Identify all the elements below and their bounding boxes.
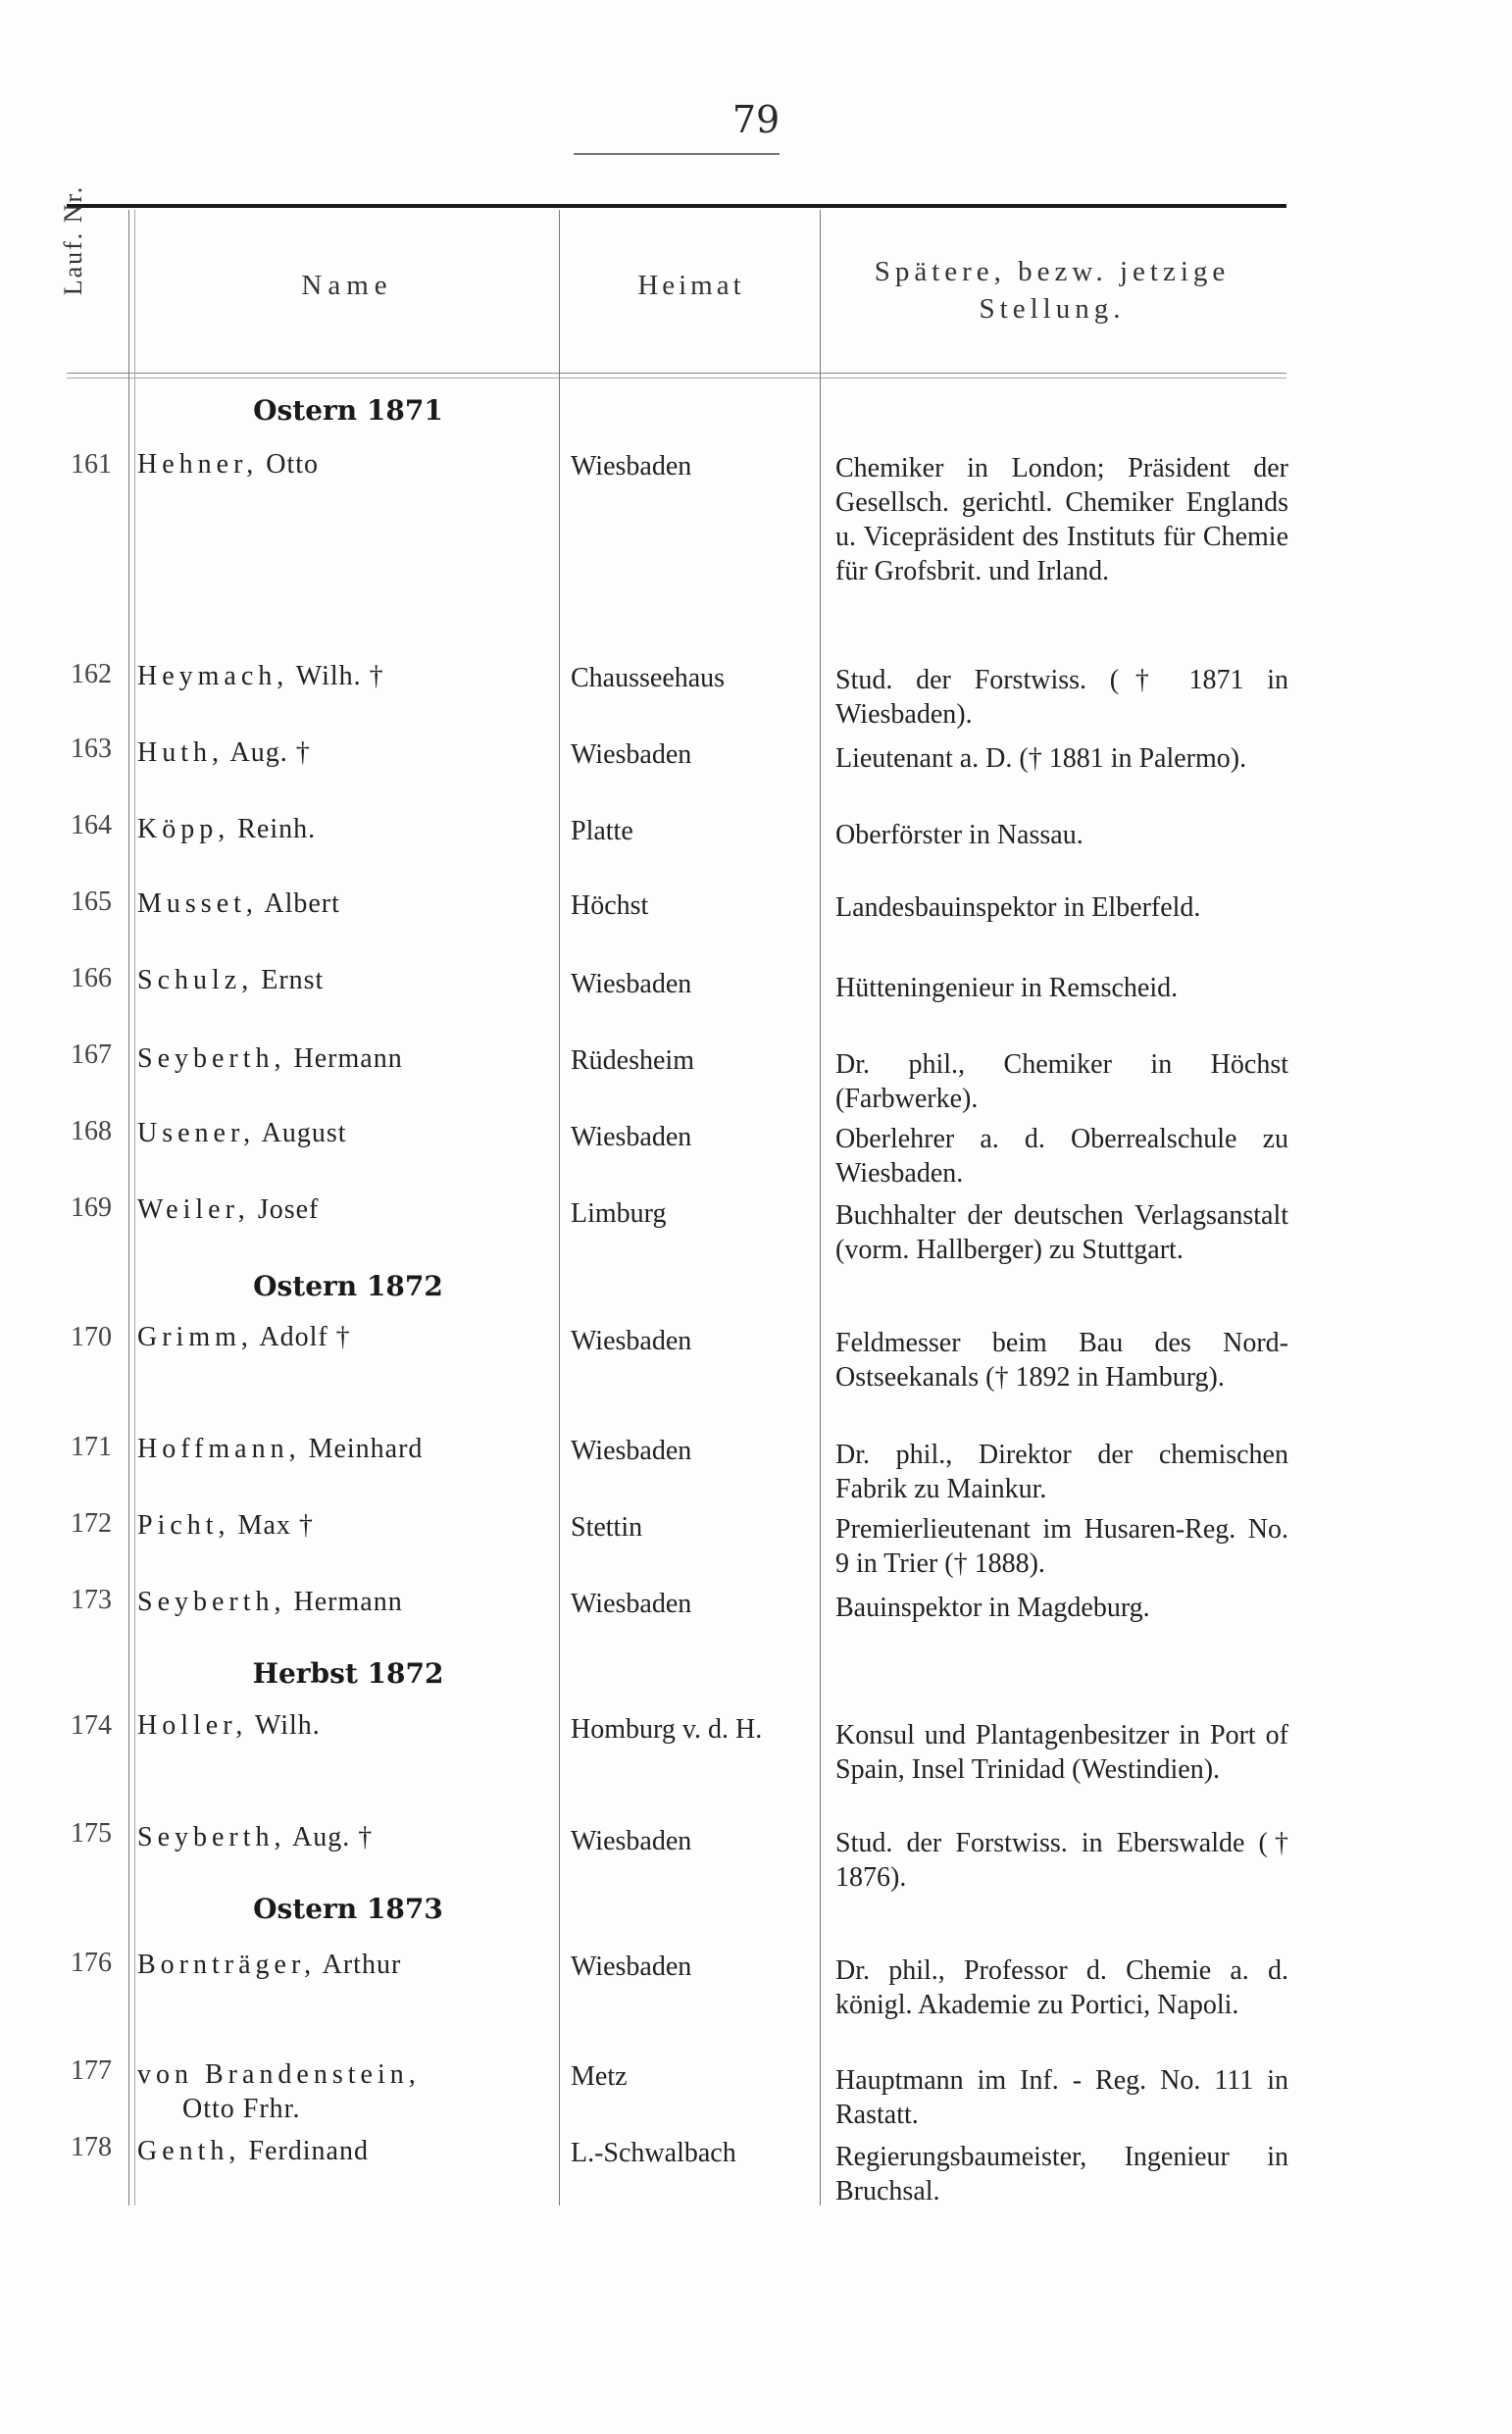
stellung: Stud. der Forstwiss. in Eberswalde († 1876). — [835, 1828, 1288, 1893]
column-divider — [128, 210, 129, 2206]
stellung: Stud. der Forstwiss. († 1871 in Wiesbaden). — [835, 665, 1288, 730]
given-name: Ernst — [261, 965, 325, 995]
column-divider — [134, 210, 135, 2206]
person-name — [137, 1820, 373, 1854]
header-lauf-nr: Lauf. Nr. — [59, 184, 87, 296]
row-number: 164 — [71, 810, 112, 840]
row-number: 173 — [71, 1585, 112, 1615]
heimat: Wiesbaden — [571, 969, 692, 999]
person-name — [137, 2134, 369, 2168]
given-name: Reinh. — [237, 814, 317, 844]
person-name — [137, 1508, 314, 1543]
given-name: Ferdinand — [248, 2136, 369, 2166]
heimat: Limburg — [571, 1198, 667, 1229]
person-name — [137, 963, 324, 997]
section-heading: Herbst 1872 — [252, 1657, 444, 1690]
stellung: Dr. phil., Direktor der chemischen Fabrik zu Mainkur. — [835, 1440, 1288, 1504]
surname: Usener, — [137, 1118, 256, 1148]
heimat: Wiesbaden — [571, 739, 692, 770]
person-name — [137, 659, 384, 693]
section-heading: Ostern 1871 — [253, 394, 443, 427]
surname: von Brandenstein, — [137, 2059, 421, 2090]
stellung: Hütteningenieur in Remscheid. — [835, 973, 1179, 1003]
heimat: Chausseehaus — [571, 663, 726, 693]
person-name — [137, 1320, 351, 1354]
given-name: Otto Frhr. — [182, 2094, 301, 2124]
surname: Picht, — [137, 1510, 230, 1541]
section-heading: Ostern 1872 — [253, 1270, 443, 1302]
stellung: Bauinspektor in Magdeburg. — [835, 1593, 1150, 1623]
row-number: 168 — [71, 1116, 112, 1146]
heimat: Metz — [571, 2061, 628, 2092]
given-name: August — [261, 1118, 347, 1148]
row-number: 172 — [71, 1508, 112, 1539]
surname: Genth, — [137, 2136, 241, 2166]
row-number: 166 — [71, 963, 112, 993]
surname: Seyberth, — [137, 1822, 286, 1852]
stellung: Dr. phil., Professor d. Chemie a. d. königl. Akademie zu Portici, Napoli. — [835, 1955, 1288, 2020]
person-name — [137, 1192, 319, 1227]
stellung: Hauptmann im Inf. - Reg. No. 111 in Rastatt. — [835, 2065, 1288, 2130]
person-name — [137, 1041, 403, 1076]
row-number: 170 — [71, 1322, 112, 1352]
stellung: Feldmesser beim Bau des Nord-Ostseekanals († 1892 in Hamburg). — [835, 1328, 1288, 1393]
given-name: Wilh. — [254, 1710, 321, 1741]
column-divider — [820, 210, 821, 2206]
surname: Bornträger, — [137, 1950, 317, 1980]
table-top-rule — [67, 204, 1286, 208]
heimat: Platte — [571, 816, 633, 846]
column-divider — [559, 210, 560, 2206]
stellung: Oberförster in Nassau. — [835, 820, 1084, 850]
heimat: Wiesbaden — [571, 1826, 692, 1856]
person-name — [137, 1432, 423, 1466]
given-name: Josef — [257, 1194, 320, 1225]
header-bottom-rule — [67, 373, 1286, 374]
heimat: Stettin — [571, 1512, 643, 1543]
row-number: 165 — [71, 887, 112, 917]
stellung: Dr. phil., Chemiker in Höchst (Farbwerke). — [835, 1049, 1288, 1114]
stellung: Regierungsbaumeister, Ingenieur in Bruchsal. — [835, 2142, 1288, 2206]
given-name: Adolf † — [259, 1322, 351, 1352]
heimat: Rüdesheim — [571, 1045, 694, 1076]
row-number: 169 — [71, 1192, 112, 1223]
heimat: Homburg v. d. H. — [571, 1714, 763, 1745]
row-number: 178 — [71, 2132, 112, 2162]
page-number: 79 — [731, 98, 781, 141]
row-number: 162 — [71, 659, 112, 689]
header-bottom-rule-double — [67, 378, 1286, 379]
surname: Seyberth, — [137, 1587, 286, 1617]
heimat: Wiesbaden — [571, 1436, 692, 1466]
surname: Grimm, — [137, 1322, 253, 1352]
person-name — [137, 447, 319, 482]
row-number: 174 — [71, 1710, 112, 1741]
heimat: Wiesbaden — [571, 1589, 692, 1619]
surname: Seyberth, — [137, 1043, 286, 1074]
person-name — [137, 735, 311, 770]
stellung: Landesbauinspektor in Elberfeld. — [835, 892, 1201, 923]
heimat: L.-Schwalbach — [571, 2138, 736, 2168]
stellung: Buchhalter der deutschen Verlagsanstalt (vorm. Hallberger) zu Stuttgart. — [835, 1200, 1288, 1265]
surname: Heymach, — [137, 661, 289, 691]
header-heimat: Heimat — [637, 270, 745, 301]
surname: Hoffmann, — [137, 1434, 301, 1464]
row-number: 176 — [71, 1948, 112, 1978]
given-name: Hermann — [293, 1587, 403, 1617]
heimat: Wiesbaden — [571, 451, 692, 482]
person-name — [137, 1948, 401, 1982]
person-name — [137, 1708, 321, 1743]
person-name — [137, 1116, 347, 1150]
row-number: 171 — [71, 1432, 112, 1462]
surname: Hehner, — [137, 449, 259, 480]
stellung: Oberlehrer a. d. Oberrealschule zu Wiesbaden. — [835, 1124, 1288, 1189]
given-name: Wilh. † — [295, 661, 384, 691]
surname: Schulz, — [137, 965, 254, 995]
given-name: Meinhard — [308, 1434, 424, 1464]
given-name: Aug. † — [229, 737, 311, 768]
surname: Huth, — [137, 737, 224, 768]
stellung: Lieutenant a. D. († 1881 in Palermo). — [835, 743, 1247, 774]
stellung: Konsul und Plantagenbesitzer in Port of Spain, Insel Trinidad (Westindien). — [835, 1720, 1288, 1785]
person-name — [137, 887, 340, 921]
stellung: Premierlieutenant im Husaren-Reg. No. 9 in Trier († 1888). — [835, 1514, 1288, 1579]
given-name: Max † — [237, 1510, 314, 1541]
header-stellung: Spätere, bezw. jetzige Stellung. — [874, 256, 1231, 325]
person-name — [137, 2057, 549, 2126]
surname: Weiler, — [137, 1194, 250, 1225]
given-name: Arthur — [322, 1950, 402, 1980]
row-number: 161 — [71, 449, 112, 480]
given-name: Hermann — [293, 1043, 403, 1074]
surname: Musset, — [137, 888, 258, 919]
surname: Holler, — [137, 1710, 248, 1741]
row-number: 175 — [71, 1818, 112, 1849]
heimat: Wiesbaden — [571, 1326, 692, 1356]
given-name: Aug. † — [292, 1822, 374, 1852]
heimat: Wiesbaden — [571, 1122, 692, 1152]
row-number: 163 — [71, 734, 112, 764]
surname: Köpp, — [137, 814, 230, 844]
row-number: 177 — [71, 2055, 112, 2086]
stellung: Chemiker in London; Präsident der Gesellsch. gerichtl. Chemiker Englands u. Vicepräsident des Instituts für Chemie für Grofsbrit. und Irland. — [835, 453, 1288, 586]
row-number: 167 — [71, 1040, 112, 1070]
given-name: Otto — [266, 449, 320, 480]
heimat: Höchst — [571, 890, 649, 921]
given-name: Albert — [264, 888, 340, 919]
heimat: Wiesbaden — [571, 1952, 692, 1982]
person-name — [137, 1585, 403, 1619]
page-number-rule — [574, 153, 780, 155]
section-heading: Ostern 1873 — [253, 1893, 443, 1925]
header-name: Name — [301, 270, 393, 301]
person-name — [137, 812, 316, 846]
